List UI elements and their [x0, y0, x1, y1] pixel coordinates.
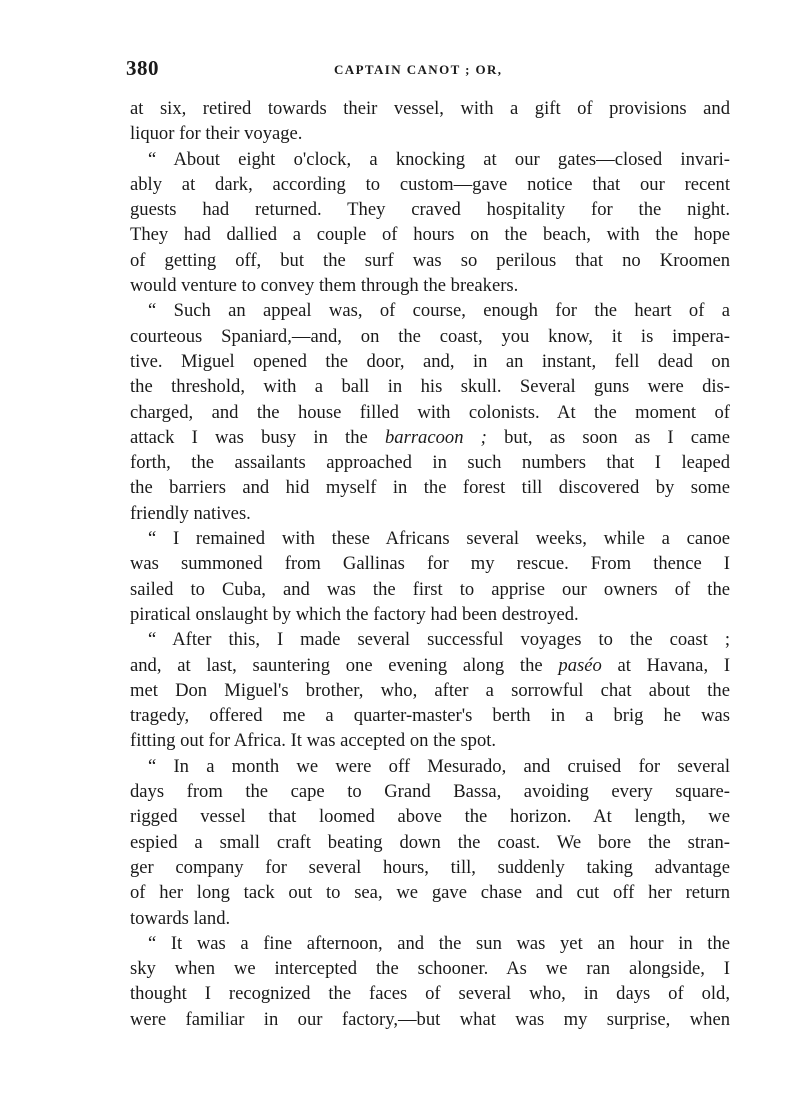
- text-line: [130, 653, 730, 678]
- text-line: fitting out for Africa. It was accepted on the spot.: [130, 730, 497, 752]
- body-text: [130, 96, 730, 1032]
- text-line: courteous Spaniard,—and, on the coast, you know, it is impera-: [130, 325, 730, 347]
- text-segment: and, at last, sauntering one evening along the: [130, 654, 543, 676]
- text-line: “ About eight o'clock, a knocking at our gates—closed invari-: [148, 148, 730, 170]
- text-line: tive. Miguel opened the door, and, in an instant, fell dead on: [130, 350, 730, 372]
- text-line: “ After this, I made several successful voyages to the coast ;: [148, 629, 730, 651]
- running-head: CAPTAIN CANOT ; OR,: [334, 62, 503, 77]
- text-segment: attack I was busy in the: [130, 426, 368, 448]
- text-line: “ Such an appeal was, of course, enough for the heart of a: [148, 300, 730, 322]
- text-line: sailed to Cuba, and was the first to apprise our owners of the: [130, 578, 730, 600]
- text-line: met Don Miguel's brother, who, after a sorrowful chat about the: [130, 679, 730, 701]
- text-line: days from the cape to Grand Bassa, avoiding every square-: [130, 781, 730, 803]
- text-line: ably at dark, according to custom—gave notice that our recent: [130, 173, 730, 195]
- text-line: rigged vessel that loomed above the horizon. At length, we: [130, 806, 730, 828]
- text-line: the barriers and hid myself in the forest till discovered by some: [130, 477, 730, 499]
- text-line: espied a small craft beating down the coast. We bore the stran-: [130, 831, 730, 853]
- text-segment: at Havana, I: [617, 654, 731, 676]
- italic-term: paséo: [558, 654, 602, 676]
- text-line: at six, retired towards their vessel, with a gift of provisions and: [130, 98, 730, 119]
- text-line: was summoned from Gallinas for my rescue. From thence I: [130, 553, 730, 575]
- text-line: of her long tack out to sea, we gave chase and cut off her return: [130, 882, 730, 904]
- text-line: sky when we intercepted the schooner. As we ran alongside, I: [130, 958, 730, 980]
- text-line: “ In a month we were off Mesurado, and cruised for several: [148, 755, 730, 777]
- text-line: charged, and the house filled with colonists. At the moment of: [130, 401, 730, 423]
- page-number: 380: [126, 56, 159, 80]
- text-line: ger company for several hours, till, suddenly taking advantage: [130, 856, 730, 878]
- text-line: piratical onslaught by which the factory had been destroyed.: [130, 603, 579, 625]
- text-line: They had dallied a couple of hours on the beach, with the hope: [130, 224, 730, 246]
- text-line: the threshold, with a ball in his skull. Several guns were dis-: [130, 376, 730, 398]
- page-header: [126, 56, 726, 86]
- text-line: [130, 425, 730, 450]
- text-line: tragedy, offered me a quarter-master's berth in a brig he was: [130, 705, 730, 727]
- italic-term: barracoon ;: [384, 426, 487, 448]
- text-line: “ It was a fine afternoon, and the sun was yet an hour in the: [148, 932, 730, 954]
- text-segment: but, as soon as I came: [504, 426, 730, 448]
- text-line: forth, the assailants approached in such numbers that I leaped: [130, 452, 730, 474]
- text-line: towards land.: [130, 907, 231, 929]
- text-line: were familiar in our factory,—but what was my surprise, when: [130, 1008, 730, 1030]
- text-line: of getting off, but the surf was so perilous that no Kroomen: [130, 249, 730, 271]
- text-line: “ I remained with these Africans several weeks, while a canoe: [148, 528, 730, 550]
- text-line: friendly natives.: [130, 502, 251, 524]
- text-line: guests had returned. They craved hospitality for the night.: [130, 199, 730, 221]
- text-line: liquor for their voyage.: [130, 123, 303, 145]
- text-line: thought I recognized the faces of several who, in days of old,: [130, 983, 730, 1005]
- text-line: would venture to convey them through the breakers.: [130, 275, 519, 297]
